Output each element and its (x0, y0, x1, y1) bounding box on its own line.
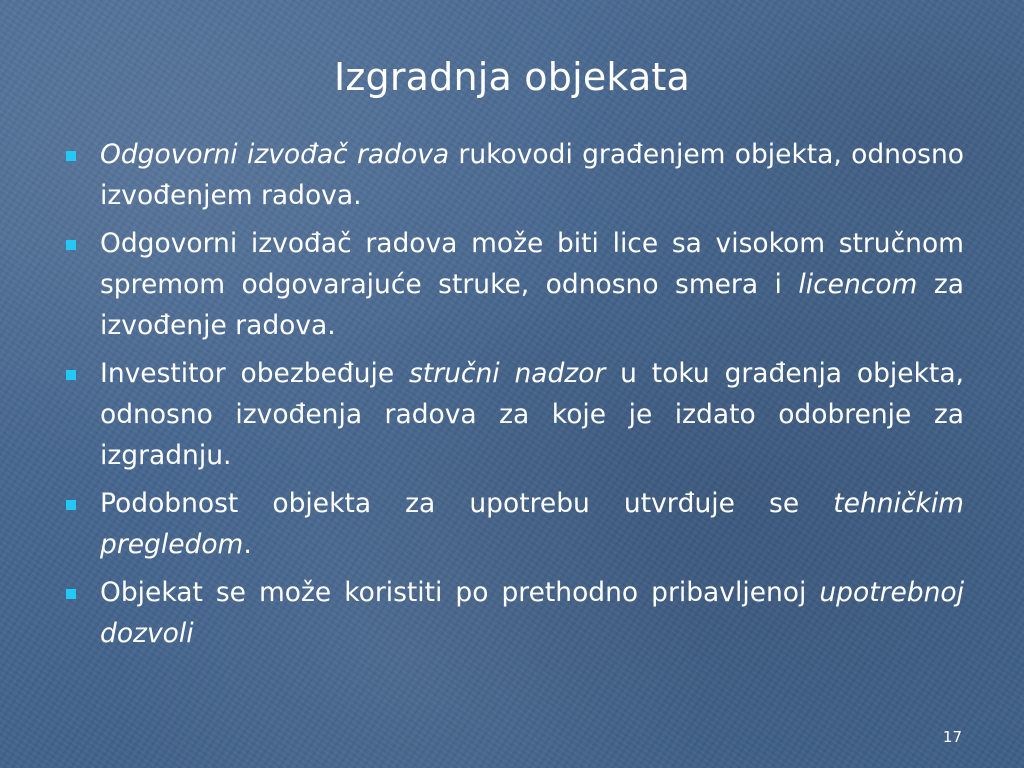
bullet-item (62, 223, 964, 346)
bullet-item (62, 483, 964, 565)
square-bullet-icon (66, 500, 76, 510)
bullet-text (100, 139, 964, 211)
square-bullet-icon (66, 370, 76, 380)
bullet-text (100, 358, 964, 471)
page-number: 17 (942, 728, 962, 746)
bullet-emphasis: tehničkim pregledom (100, 488, 964, 560)
square-bullet-icon (66, 240, 76, 250)
square-bullet-icon (66, 151, 76, 161)
bullet-text (100, 488, 964, 560)
bullet-item (62, 572, 964, 654)
bullet-emphasis: stručni nadzor (409, 358, 606, 389)
bullet-item (62, 134, 964, 216)
bullet-emphasis: licencom (798, 269, 918, 300)
bullet-segment: Odgovorni izvođač radova može biti lice sa visokom stručnom spremom odgovarajuće struke, odnosno smera i (100, 228, 964, 300)
bullet-emphasis: upotrebnoj dozvoli (100, 577, 964, 649)
bullet-text (100, 228, 964, 341)
bullet-segment: rukovodi građenjem objekta, odnosno izvođenjem radova. (100, 139, 964, 211)
bullet-segment: za izvođenje radova. (100, 269, 964, 341)
bullet-text (100, 577, 964, 649)
bullet-item (62, 353, 964, 476)
bullet-segment: u toku građenja objekta, odnosno izvođenja radova za koje je izdato odobrenje za izgradnju. (100, 358, 964, 471)
bullet-emphasis: Odgovorni izvođač radova (100, 139, 450, 170)
bullet-segment: . (243, 529, 252, 560)
slide-title: Izgradnja objekata (333, 55, 691, 99)
bullet-segment: Investitor obezbeđuje (100, 358, 409, 389)
square-bullet-icon (66, 589, 76, 599)
bullet-segment: Objekat se može koristiti po prethodno pribavljenoj (100, 577, 820, 608)
bullet-list (62, 134, 964, 661)
bullet-segment: Podobnost objekta za upotrebu utvrđuje se (100, 488, 834, 519)
